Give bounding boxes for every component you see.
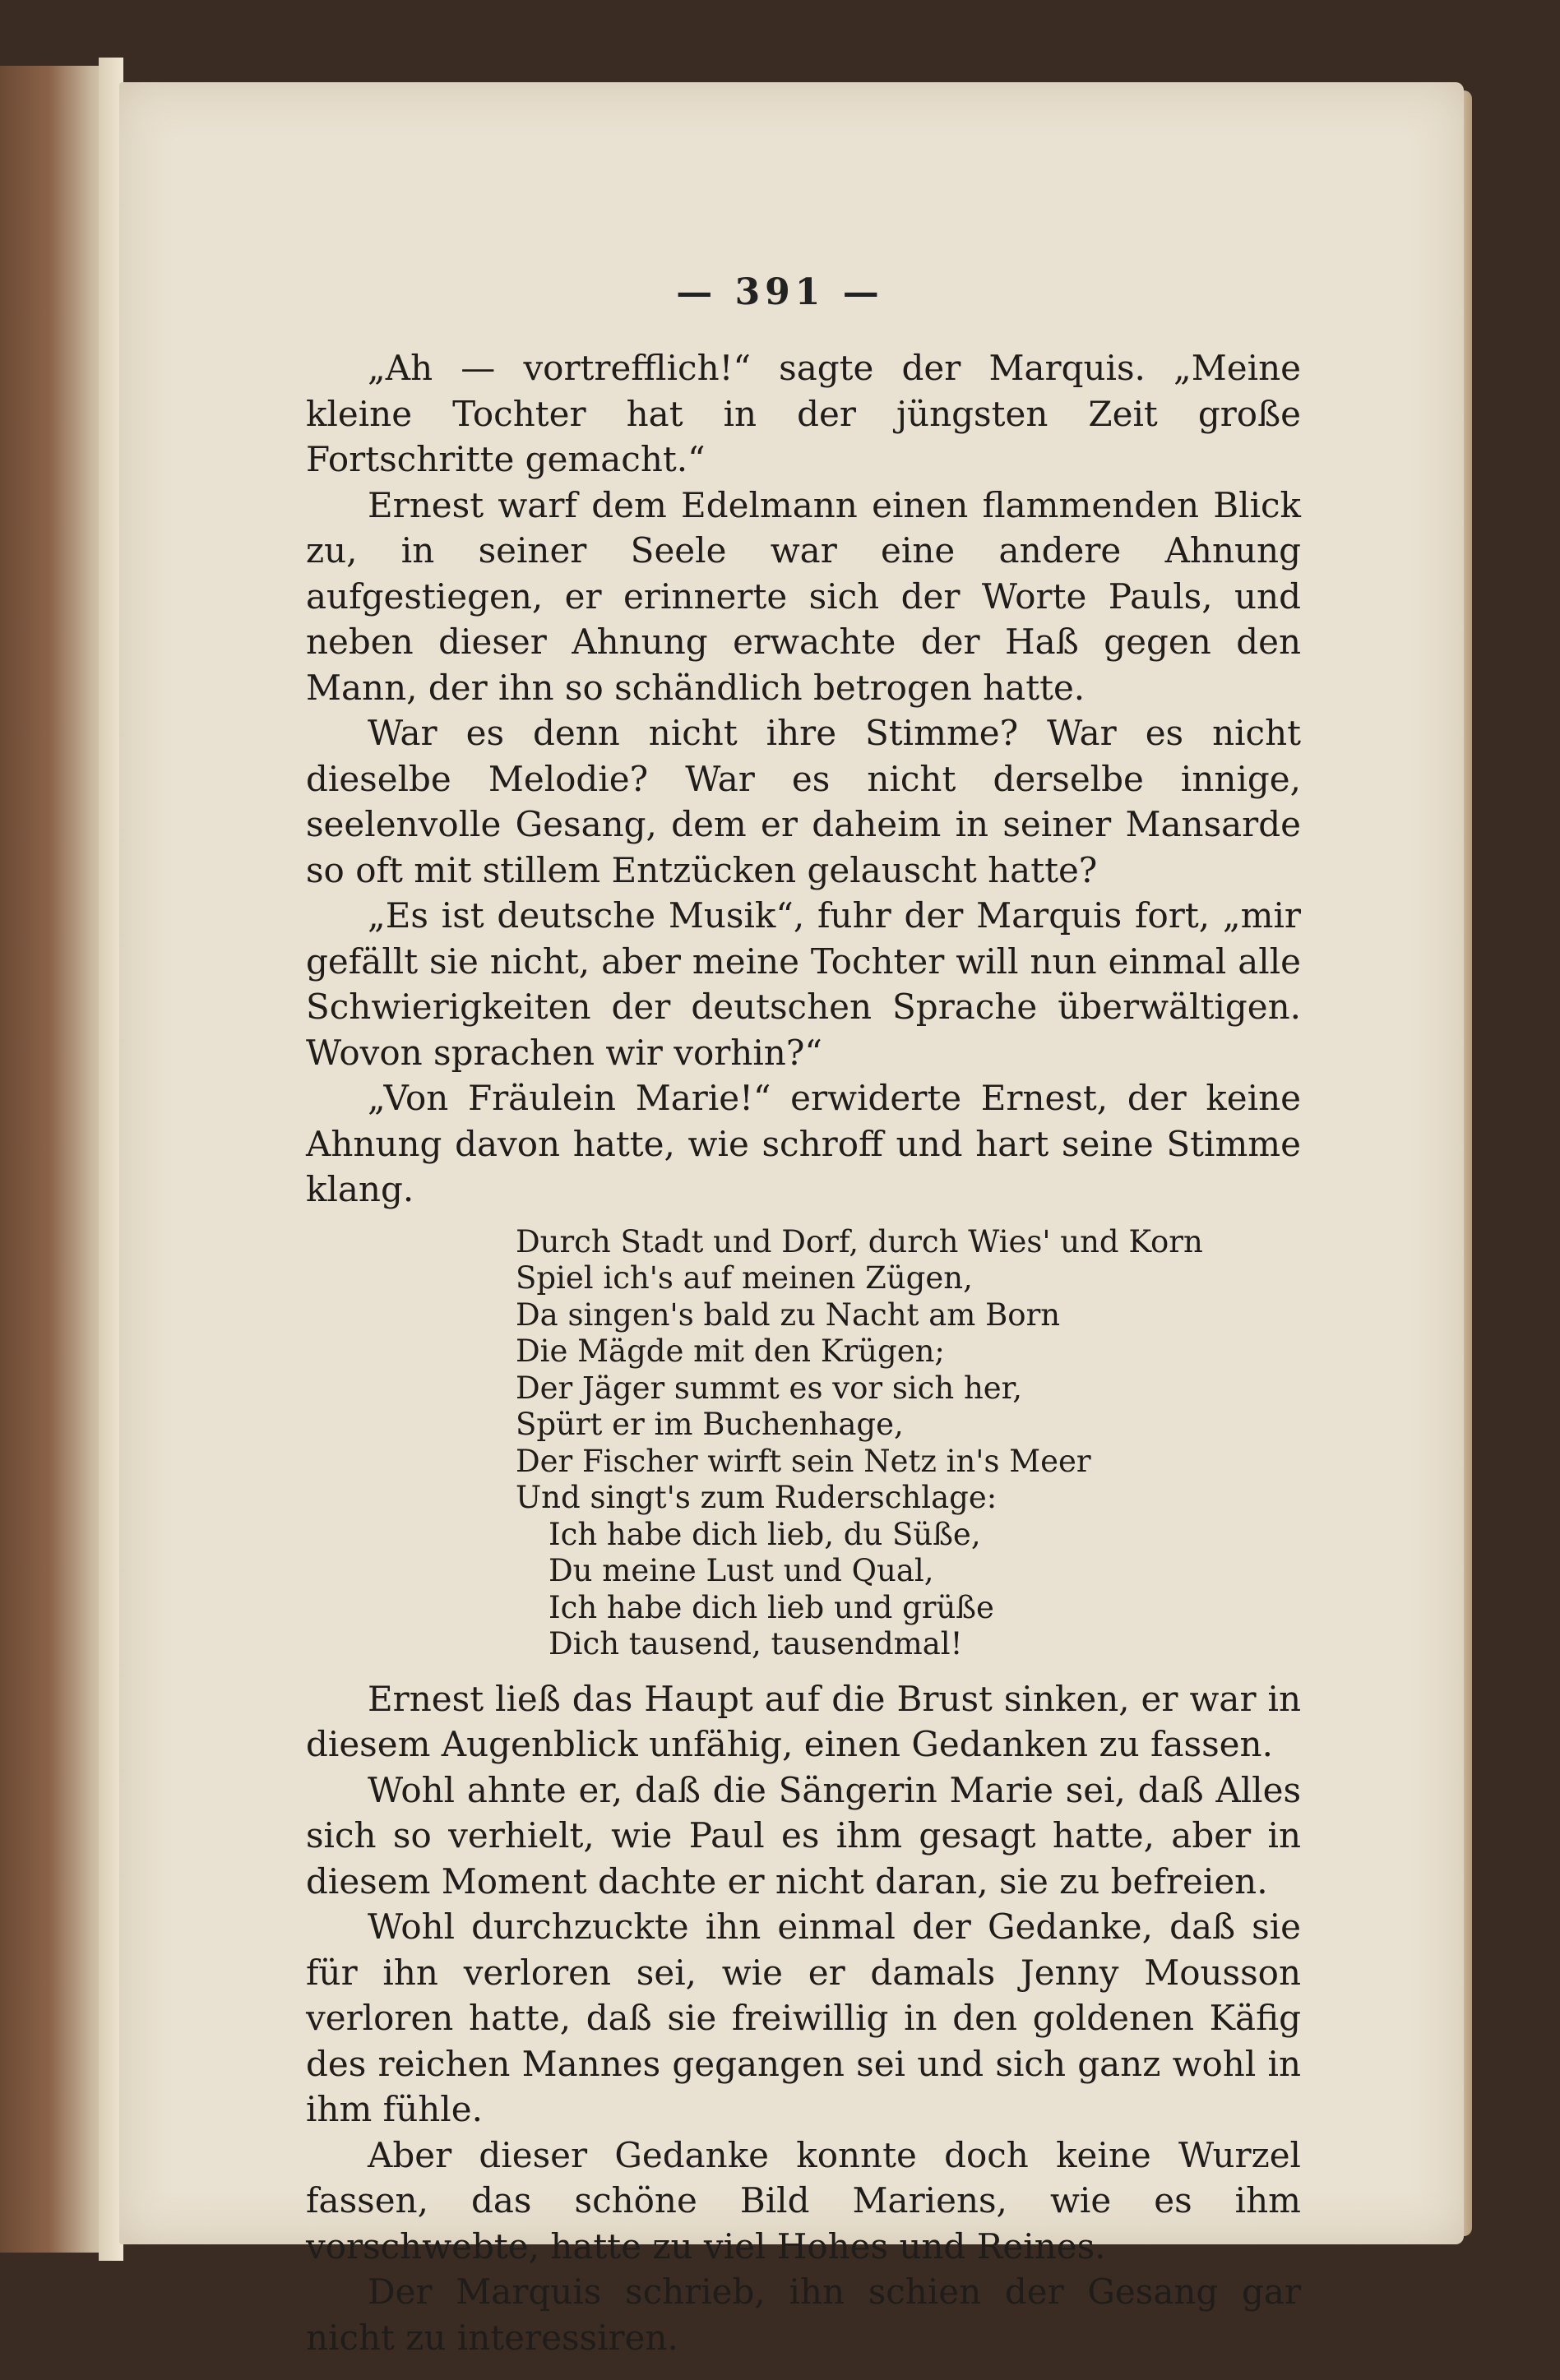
poem-line: Durch Stadt und Dorf, durch Wies' und Korn — [516, 1223, 1203, 1259]
poem-line: Da singen's bald zu Nacht am Born — [516, 1296, 1061, 1333]
page-text — [306, 345, 1301, 2360]
poem-refrain-line: Ich habe dich lieb, du Süße, — [549, 1516, 981, 1552]
paragraph: Wohl ahnte er, daß die Sängerin Marie sei, daß Alles sich so verhielt, wie Paul es ihm gesagt hatte, aber in diesem Moment dachte er nicht daran, sie zu befreien. — [306, 1769, 1301, 1902]
paragraph: War es denn nicht ihre Stimme? War es nicht dieselbe Melodie? War es nicht derselbe innige, seelenvolle Gesang, dem er daheim in seiner Mansarde so oft mit stillem Entzücken gelauscht hatte? — [306, 713, 1301, 890]
poem-refrain-line: Dich tausend, tausendmal! — [549, 1626, 963, 1661]
poem-refrain-line: Ich habe dich lieb und grüße — [549, 1589, 994, 1625]
page-number: — 391 — — [676, 271, 884, 313]
paragraph: „Es ist deutsche Musik“, fuhr der Marquis fort, „mir gefällt sie nicht, aber meine Tochter will nun einmal alle Schwierigkeiten der deutschen Sprache überwältigen. Wovon sprachen wir vorhin?“ — [306, 895, 1301, 1073]
paragraph: „Von Fräulein Marie!“ erwiderte Ernest, der keine Ahnung davon hatte, wie schroff und hart seine Stimme klang. — [306, 1078, 1301, 1209]
paragraph: Ernest ließ das Haupt auf die Brust sinken, er war in diesem Augenblick unfähig, einen Gedanken zu fassen. — [306, 1678, 1301, 1764]
paragraph: „Ah — vortrefflich!“ sagte der Marquis. „Meine kleine Tochter hat in der jüngsten Zeit große Fortschritte gemacht.“ — [306, 348, 1301, 479]
poem-line: Spürt er im Buchenhage, — [516, 1407, 904, 1442]
poem-line: Der Jäger summt es vor sich her, — [516, 1370, 1023, 1406]
poem-refrain-line: Du meine Lust und Qual, — [549, 1553, 934, 1588]
paragraph: Ernest warf dem Edelmann einen flammenden Blick zu, in seiner Seele war eine andere Ahnung aufgestiegen, er erinnerte sich der Worte Pauls, und neben dieser Ahnung erwachte der Haß gegen den Mann, der ihn so schändlich betrogen hatte. — [306, 484, 1301, 708]
poem — [516, 1224, 1301, 1663]
paragraph: Der Marquis schrieb, ihn schien der Gesang gar nicht zu interessiren. — [306, 2271, 1301, 2358]
paragraph: Aber dieser Gedanke konnte doch keine Wurzel fassen, das schöne Bild Mariens, wie es ihm vorschwebte, hatte zu viel Hohes und Reines. — [306, 2134, 1301, 2267]
paragraph: Wohl durchzuckte ihn einmal der Gedanke, daß sie für ihn verloren sei, wie er damals Jenny Mousson verloren hatte, daß sie freiwillig in den goldenen Käfig des reichen Mannes gegangen sei und sich ganz wohl in ihm fühle. — [306, 1906, 1301, 2129]
poem-line: Und singt's zum Ruderschlage: — [516, 1480, 998, 1515]
poem-line: Spiel ich's auf meinen Zügen, — [516, 1260, 973, 1296]
poem-line: Die Mägde mit den Krügen; — [516, 1333, 945, 1369]
poem-line: Der Fischer wirft sein Netz in's Meer — [516, 1443, 1091, 1479]
